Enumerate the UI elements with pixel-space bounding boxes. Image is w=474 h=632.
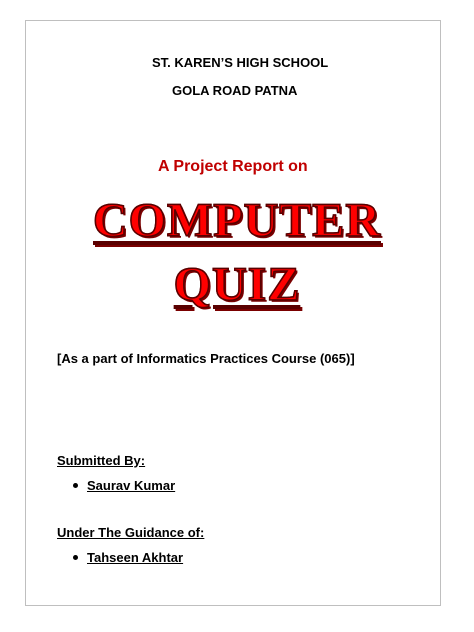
school-address: GOLA ROAD PATNA bbox=[172, 83, 298, 98]
student-list-item bbox=[73, 478, 175, 493]
student-name: Saurav Kumar bbox=[87, 478, 176, 493]
report-intro: A Project Report on bbox=[158, 158, 308, 175]
guidance-heading: Under The Guidance of: bbox=[57, 525, 205, 540]
guide-list-item bbox=[73, 550, 183, 565]
report-title-line-2: QUIZ bbox=[173, 258, 301, 311]
course-description: [As a part of Informatics Practices Course (065)] bbox=[57, 351, 355, 366]
bullet-icon bbox=[73, 483, 78, 488]
guide-name: Tahseen Akhtar bbox=[87, 550, 184, 565]
school-name: ST. KAREN’S HIGH SCHOOL bbox=[152, 55, 329, 70]
submitted-by-heading: Submitted By: bbox=[57, 453, 146, 468]
bullet-icon bbox=[73, 555, 78, 560]
report-title-line-1: COMPUTER bbox=[93, 194, 381, 247]
